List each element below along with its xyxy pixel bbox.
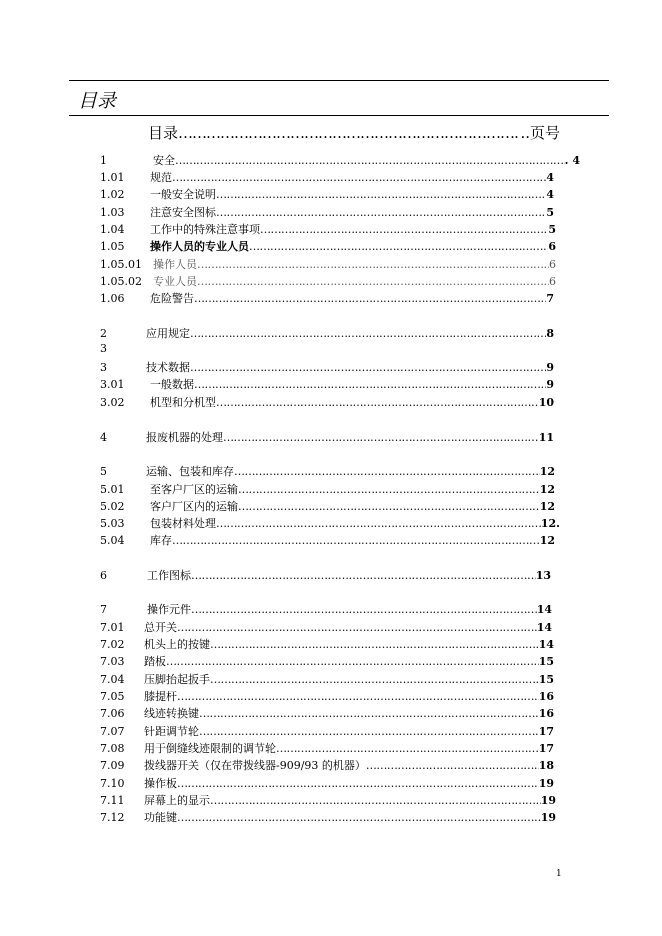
toc-entry-page: 9 xyxy=(546,361,554,374)
toc-entry-title: 机头上的按键 xyxy=(144,638,210,651)
toc-entry-number: 7.02 xyxy=(100,638,125,651)
toc-entry-title: 技术数据 xyxy=(146,361,190,374)
toc-entry-title: 至客户厂区的运输 xyxy=(150,483,238,496)
toc-entry-number: 2 xyxy=(100,327,107,340)
toc-entry-number: 5.01 xyxy=(100,483,125,496)
toc-entry-page: 10 xyxy=(538,396,554,409)
toc-entry-leader xyxy=(199,707,539,720)
toc-entry-leader xyxy=(223,431,539,444)
toc-entry-page: 4 xyxy=(546,171,554,184)
toc-entry-leader xyxy=(190,361,546,374)
toc-entry-leader xyxy=(172,534,540,547)
toc-entry-number: 7.08 xyxy=(100,742,125,755)
toc-entry[interactable] xyxy=(100,775,554,792)
toc-entry-title: 安全 xyxy=(153,154,175,167)
toc-entry-title: 用于倒缝线迹限制的调节轮 xyxy=(144,742,276,755)
toc-entry-number: 7.12 xyxy=(100,811,125,824)
toc-entry-number: 1.05.01 xyxy=(100,258,142,271)
toc-entry-leader xyxy=(216,188,546,201)
toc-entry[interactable] xyxy=(100,515,560,532)
toc-entry[interactable] xyxy=(100,290,554,307)
toc-entry[interactable] xyxy=(100,619,552,636)
toc-entry-number: 7.04 xyxy=(100,673,125,686)
toc-entry-number: 3.02 xyxy=(100,396,125,409)
toc-entry-page: 5 xyxy=(548,223,556,236)
toc-entry-leader xyxy=(191,603,537,616)
toc-entry-page: 4 xyxy=(546,188,554,201)
page-number: 1 xyxy=(556,869,562,879)
toc-entry[interactable] xyxy=(100,481,555,498)
toc-entry[interactable] xyxy=(100,792,556,809)
toc-entry-number: 7.03 xyxy=(100,655,125,668)
toc-entry[interactable] xyxy=(100,601,552,618)
toc-entry-title: 专业人员 xyxy=(153,275,197,288)
toc-entry-page: 11 xyxy=(538,431,554,444)
toc-entry-title: 操作人员 xyxy=(153,258,197,271)
toc-entry-number: 5.03 xyxy=(100,517,125,530)
toc-entry-number: 1 xyxy=(100,154,107,167)
toc-entry-page: 12. xyxy=(540,517,560,530)
toc-entry-title: 危险警告 xyxy=(150,292,194,305)
toc-entry-number: 3 xyxy=(100,361,107,374)
toc-entry-leader xyxy=(234,465,540,478)
toc-entry-title: 库存 xyxy=(150,534,172,547)
toc-entry-leader xyxy=(210,794,541,807)
toc-entry-title: 压脚抬起扳手 xyxy=(144,673,210,686)
toc-entry-number: 7.11 xyxy=(100,794,125,807)
toc-entry-page: 6 xyxy=(549,275,556,288)
toc-entry-number: 7.09 xyxy=(100,759,125,772)
toc-entry-leader xyxy=(172,171,546,184)
toc-entry[interactable] xyxy=(100,325,554,342)
toc-entry-page: . 4 xyxy=(564,154,580,167)
toc-entry-title: 报废机器的处理 xyxy=(146,431,223,444)
toc-entry-page: 16 xyxy=(538,690,554,703)
toc-entry-leader xyxy=(197,275,549,288)
toc-entry-leader xyxy=(166,655,539,668)
toc-entry-title: 针距调节轮 xyxy=(144,725,199,738)
toc-entry[interactable] xyxy=(100,498,555,515)
toc-entry-page: 6 xyxy=(548,240,556,253)
toc-entry-number: 6 xyxy=(100,569,107,582)
toc-entry-title: 应用规定 xyxy=(146,327,190,340)
toc-entry-title: 工作图标 xyxy=(147,569,191,582)
toc-entry-title: 一般安全说明 xyxy=(150,188,216,201)
toc-entry-title: 线迹转换键 xyxy=(144,707,199,720)
toc-entry-number: 7.10 xyxy=(100,777,125,790)
toc-entry-page: 14 xyxy=(536,621,552,634)
toc-entry-title: 工作中的特殊注意事项 xyxy=(150,223,260,236)
toc-entry-page: 5 xyxy=(546,206,554,219)
toc-entry-leader xyxy=(199,725,539,738)
toc-entry[interactable] xyxy=(100,740,554,757)
toc-entry-leader xyxy=(190,327,546,340)
toc-entry-number: 1.04 xyxy=(100,223,125,236)
toc-entry-title: 操作板 xyxy=(144,777,177,790)
toc-entry-title: 一般数据 xyxy=(150,378,194,391)
toc-entry-number: 7 xyxy=(100,603,107,616)
toc-entry-page: 13 xyxy=(535,569,551,582)
toc-entry-number: 5.02 xyxy=(100,500,125,513)
toc-entry[interactable] xyxy=(100,809,556,826)
toc-entry-number: 7.07 xyxy=(100,725,125,738)
toc-entry-title: 运输、包装和库存 xyxy=(146,465,234,478)
toc-entry[interactable] xyxy=(100,342,160,359)
toc-entry-page: 7 xyxy=(546,292,554,305)
toc-entry-number: 3 xyxy=(100,342,107,355)
toc-entry-leader xyxy=(216,206,546,219)
toc-entry-number: 7.01 xyxy=(100,621,125,634)
toc-entry-number: 5.04 xyxy=(100,534,125,547)
toc-entry[interactable] xyxy=(100,429,554,446)
toc-entry[interactable] xyxy=(100,671,554,688)
toc-entry[interactable] xyxy=(100,567,551,584)
toc-entry-title: 注意安全图标 xyxy=(150,206,216,219)
toc-entry-leader xyxy=(177,777,539,790)
toc-entry-number: 1.02 xyxy=(100,188,125,201)
toc-entry[interactable] xyxy=(100,238,556,255)
toc-entry-title: 客户厂区内的运输 xyxy=(150,500,238,513)
toc-entry[interactable] xyxy=(100,376,554,393)
toc-entry-leader xyxy=(191,569,536,582)
toc-entry[interactable] xyxy=(100,532,555,549)
toc-entry[interactable] xyxy=(100,394,554,411)
toc-entry-page: 14 xyxy=(538,638,554,651)
toc-entry-title: 操作元件 xyxy=(147,603,191,616)
toc-entry-page: 12 xyxy=(539,465,555,478)
toc-entry-page: 15 xyxy=(538,655,554,668)
toc-entry-number: 1.06 xyxy=(100,292,125,305)
toc-entry[interactable] xyxy=(100,256,556,273)
toc-entry-leader xyxy=(260,223,548,236)
toc-entry-page: 8 xyxy=(546,327,554,340)
toc-entry[interactable] xyxy=(100,757,554,774)
toc-entry-page: 15 xyxy=(538,673,554,686)
toc-entry-title: 踏板 xyxy=(144,655,166,668)
toc-entry-leader xyxy=(194,378,546,391)
toc-entry-page: 19 xyxy=(540,794,556,807)
toc-entry[interactable] xyxy=(100,705,554,722)
toc-entry-page: 18 xyxy=(538,759,554,772)
toc-entry-leader xyxy=(197,258,549,271)
toc-entry-number: 1.03 xyxy=(100,206,125,219)
toc-entry-leader xyxy=(216,517,541,530)
toc-entry-leader xyxy=(249,240,548,253)
toc-entry-number: 1.01 xyxy=(100,171,125,184)
toc-entry-title: 屏幕上的显示 xyxy=(144,794,210,807)
toc-entry-number: 7.05 xyxy=(100,690,125,703)
toc-entry-leader xyxy=(238,483,540,496)
toc-entry-page: 6 xyxy=(549,258,556,271)
toc-entry-page: 14 xyxy=(536,603,552,616)
toc-entry-title: 总开关 xyxy=(144,621,177,634)
toc-entry[interactable] xyxy=(100,636,554,653)
toc-entry-page: 16 xyxy=(538,707,554,720)
toc-entry-title: 膝提杆 xyxy=(144,690,177,703)
toc-entry-title: 规范 xyxy=(150,171,172,184)
toc-entry[interactable] xyxy=(100,723,554,740)
toc-entry[interactable] xyxy=(100,463,555,480)
toc-entry-leader xyxy=(210,673,539,686)
toc-entry-title: 拨线器开关（仅在带拨线器-909/93 的机器） xyxy=(144,759,366,772)
toc-entry-leader xyxy=(238,500,540,513)
toc-entry-leader xyxy=(276,742,539,755)
toc-entry[interactable] xyxy=(100,273,556,290)
toc-entry-title: 包装材料处理 xyxy=(150,517,216,530)
toc-entry-title: 功能键 xyxy=(144,811,177,824)
toc-entry-number: 3.01 xyxy=(100,378,125,391)
toc-entry-leader xyxy=(175,154,565,167)
toc-entry[interactable] xyxy=(100,653,554,670)
toc-entry-leader xyxy=(366,759,539,772)
toc-entry-leader xyxy=(210,638,539,651)
toc-entry-number: 4 xyxy=(100,431,107,444)
toc-entry-page: 19 xyxy=(540,811,556,824)
toc-entry-number: 5 xyxy=(100,465,107,478)
toc-entry-leader xyxy=(194,292,546,305)
toc-entry[interactable] xyxy=(100,204,554,221)
toc-entry[interactable] xyxy=(100,169,554,186)
toc-entry-number: 1.05 xyxy=(100,240,125,253)
toc-entry-page: 12 xyxy=(539,500,555,513)
toc-entry-title: 操作人员的专业人员 xyxy=(150,240,249,253)
toc-entry-leader xyxy=(177,690,539,703)
toc-entry[interactable] xyxy=(100,221,556,238)
toc-entry-page: 19 xyxy=(538,777,554,790)
toc-entry[interactable] xyxy=(100,152,580,169)
toc-entry-page: 17 xyxy=(538,742,554,755)
toc-entry[interactable] xyxy=(100,186,554,203)
toc-heading-label: 目录 xyxy=(148,124,179,142)
toc-entry[interactable] xyxy=(100,359,554,376)
toc-entry-leader xyxy=(177,621,537,634)
toc-entry-page: 9 xyxy=(546,378,554,391)
toc-entry[interactable] xyxy=(100,688,554,705)
toc-entry-title: 机型和分机型 xyxy=(150,396,216,409)
toc-entry-leader xyxy=(216,396,539,409)
toc-entry-number: 7.06 xyxy=(100,707,125,720)
toc-heading-page-label: ..页号 xyxy=(520,124,560,142)
toc-entry-number: 1.05.02 xyxy=(100,275,142,288)
toc-entry-page: 12 xyxy=(539,483,555,496)
toc-entry-page: 17 xyxy=(538,725,554,738)
toc-entry-page: 12 xyxy=(539,534,555,547)
toc-entry-leader xyxy=(177,811,541,824)
document-title: 目录 xyxy=(78,90,117,112)
